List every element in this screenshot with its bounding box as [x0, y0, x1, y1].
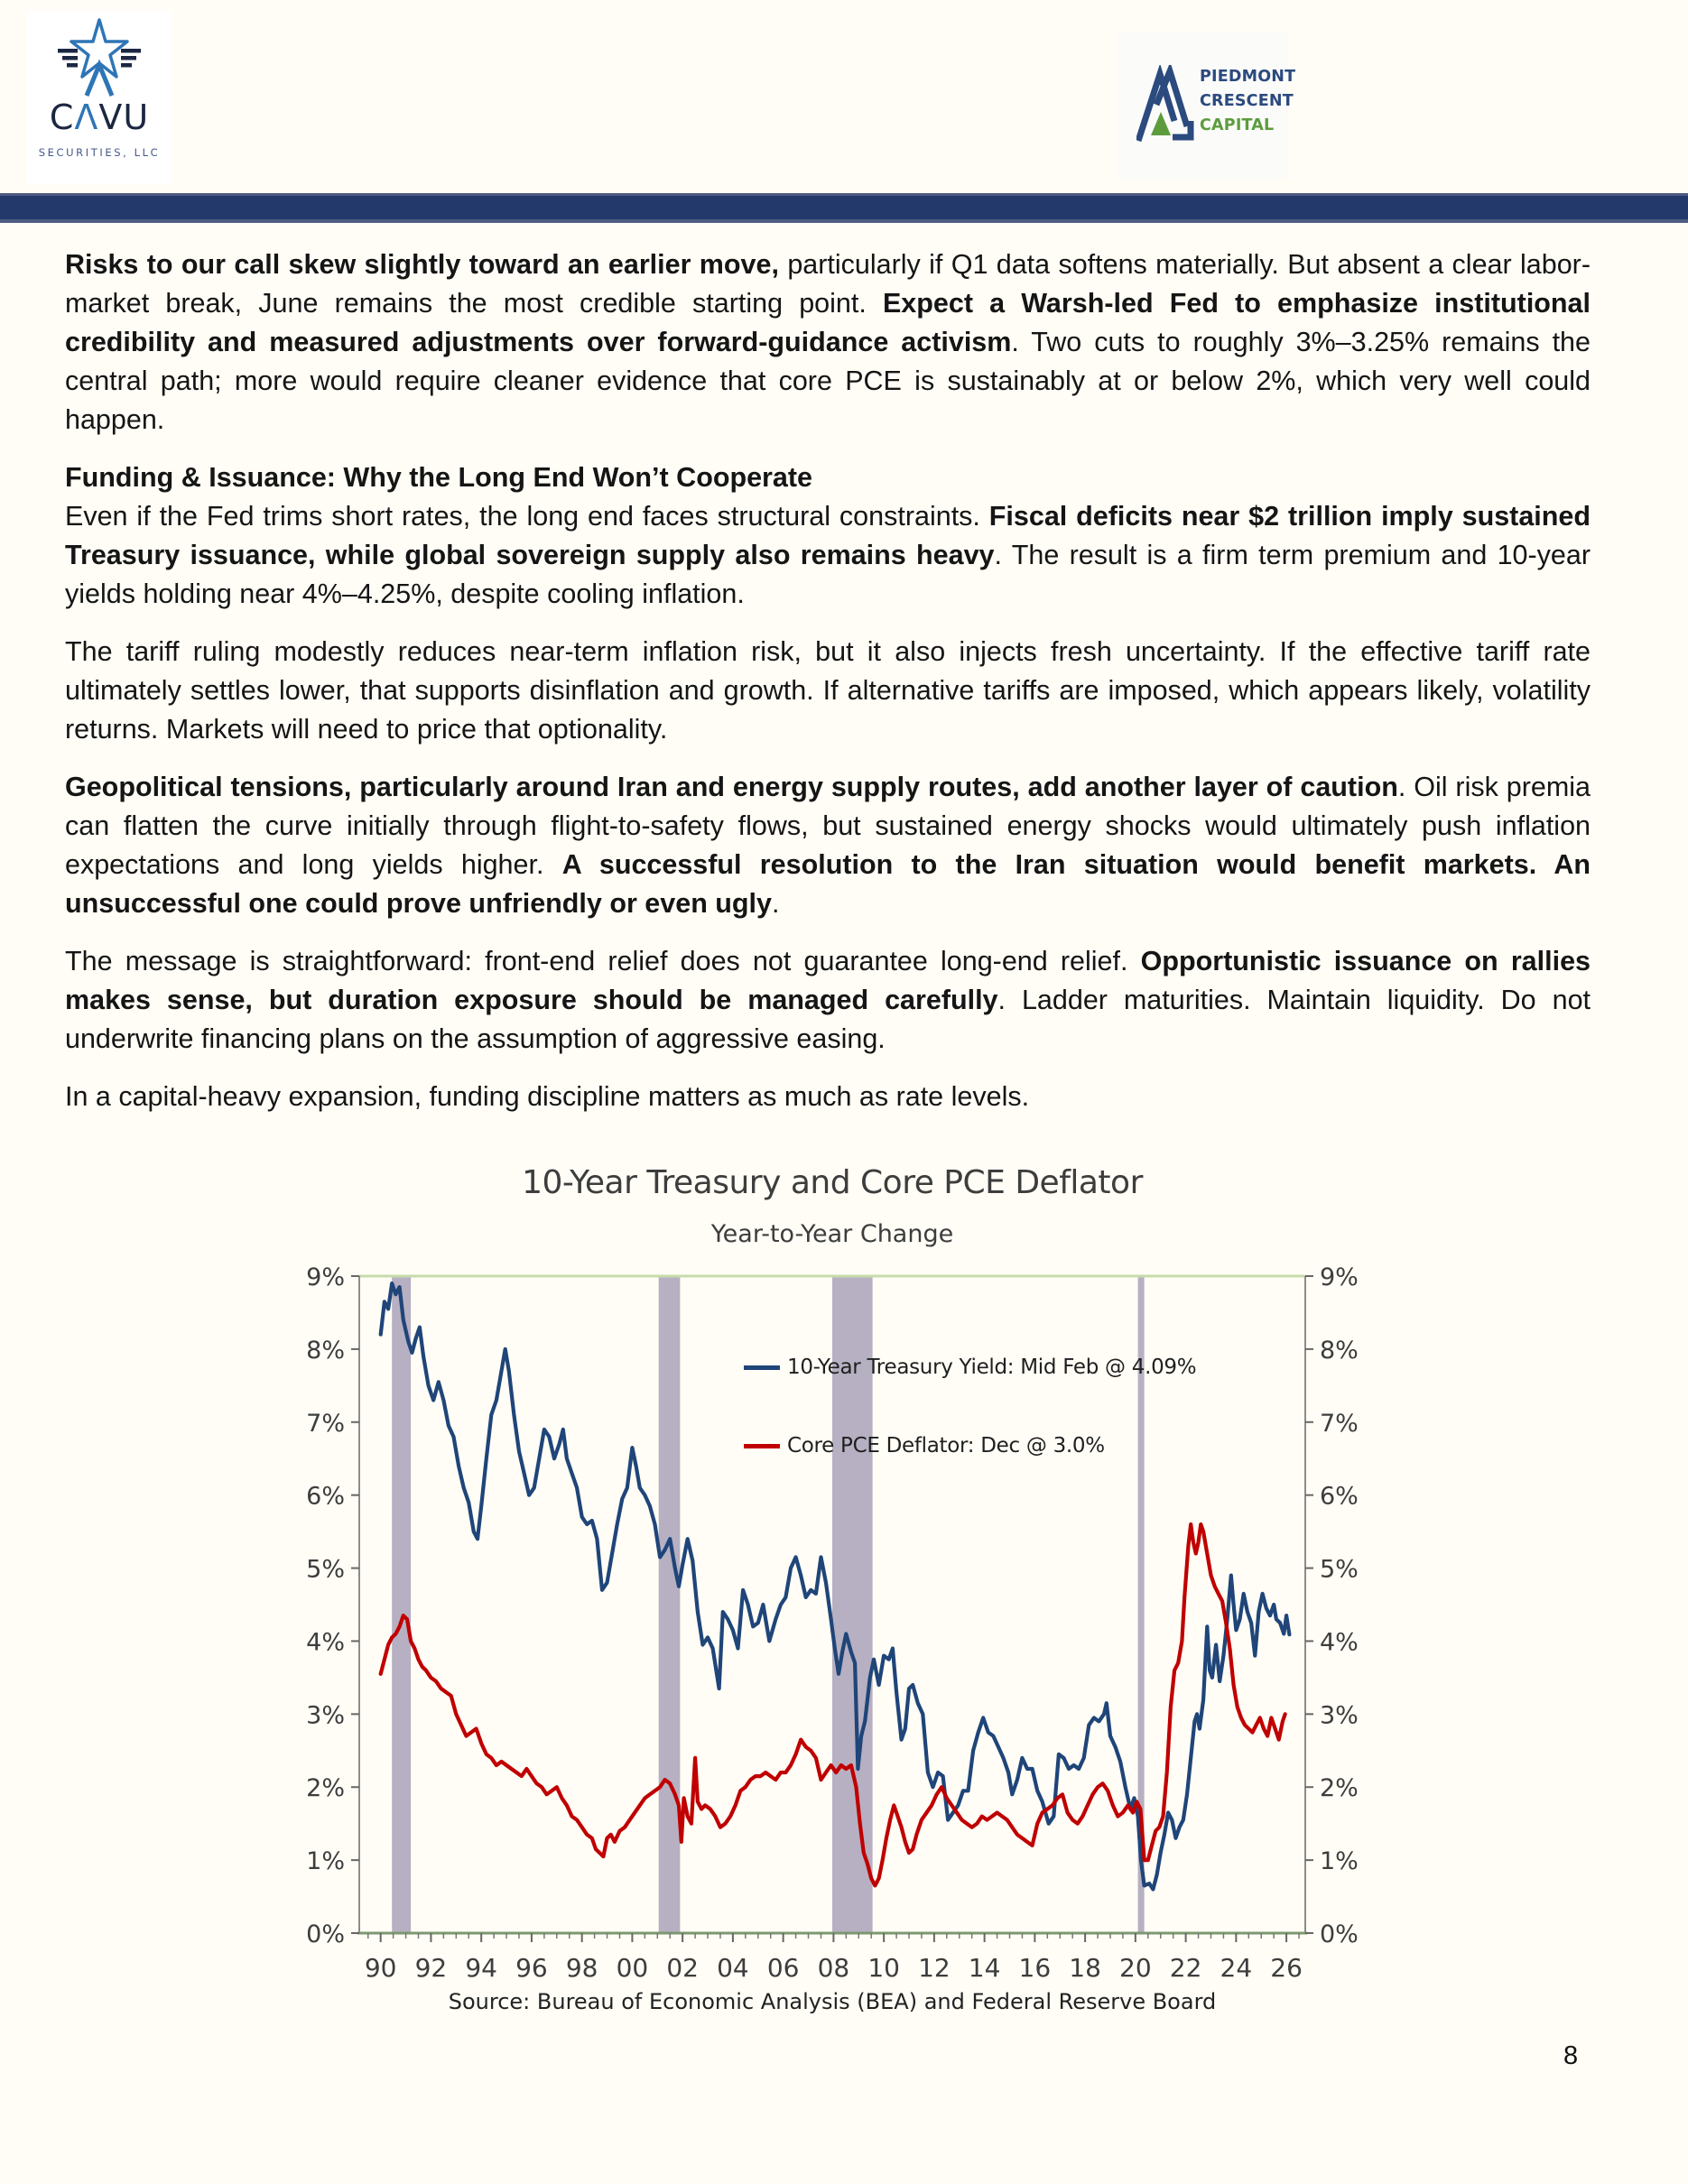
- y-axis-tick-label-right: 7%: [1320, 1409, 1359, 1438]
- star-wings-icon: [52, 18, 146, 97]
- x-axis-tick-label: 12: [918, 1953, 951, 1983]
- y-axis-tick-label-right: 1%: [1320, 1847, 1359, 1876]
- y-axis-tick-label-left: 4%: [306, 1628, 345, 1657]
- cavu-subtitle: SECURITIES, LLC: [38, 146, 161, 159]
- y-axis-tick-label-right: 4%: [1320, 1628, 1359, 1657]
- x-axis-tick-label: 10: [867, 1953, 900, 1983]
- x-axis-tick-label: 04: [717, 1953, 749, 1983]
- legend-label: 10-Year Treasury Yield: Mid Feb @ 4.09%: [787, 1356, 1197, 1379]
- piedmont-crescent-capital-logo: [1117, 32, 1296, 179]
- cavu-wordmark: CΛVU: [49, 97, 150, 137]
- body-text: [65, 245, 1591, 1135]
- chart-title: 10-Year Treasury and Core PCE Deflator: [522, 1164, 1143, 1201]
- paragraph: The tariff ruling modestly reduces near-term inflation risk, but it also injects fresh uncertainty. If the effective tariff rate ultimately settles lower, that supports disinflation and growth. If alternative tariffs are imposed, which appears likely, volatility returns. Markets will need to price that optionality.: [65, 636, 1591, 745]
- y-axis-tick-label-right: 5%: [1320, 1555, 1359, 1584]
- x-axis-tick-label: 98: [565, 1953, 598, 1983]
- x-axis-tick-label: 94: [465, 1953, 498, 1983]
- x-axis-tick-label: 26: [1270, 1953, 1303, 1983]
- x-axis-tick-label: 24: [1220, 1953, 1253, 1983]
- x-axis-tick-label: 18: [1069, 1953, 1101, 1983]
- chart-legend: [744, 1354, 1196, 1511]
- y-axis-tick-label-left: 9%: [306, 1263, 345, 1291]
- y-axis-tick-label-left: 7%: [306, 1409, 345, 1438]
- paragraph: In a capital-heavy expansion, funding discipline matters as much as rate levels.: [65, 1081, 1030, 1112]
- y-axis-tick-label-left: 3%: [306, 1701, 345, 1730]
- paragraph: The message is straightforward: front-end relief does not guarantee long-end relief. Opportunistic issuance on rallies makes sense, but duration exposure should be managed carefully. Ladder maturities. Maintain liquidity. Do not underwrite financing plans on the assumption of aggressive easing.: [65, 946, 1591, 1054]
- recession-band: [392, 1276, 411, 1933]
- paragraph: Even if the Fed trims short rates, the long end faces structural constraints. Fiscal deficits near $2 trillion imply sustained Treasury issuance, while global sovereign supply also remains heavy. The result is a firm term premium and 10-year yields holding near 4%–4.25%, despite cooling inflation.: [65, 501, 1591, 609]
- x-axis-tick-label: 16: [1018, 1953, 1052, 1983]
- y-axis-tick-label-right: 6%: [1320, 1482, 1359, 1511]
- legend-dash-icon: [744, 1365, 780, 1370]
- y-axis-tick-label-left: 8%: [306, 1336, 345, 1365]
- x-axis-tick-label: 14: [968, 1953, 1001, 1983]
- x-axis-tick-label: 96: [515, 1953, 548, 1983]
- page-number: 8: [1563, 2041, 1579, 2070]
- y-axis-tick-label-left: 6%: [306, 1482, 345, 1511]
- y-axis-tick-label-right: 3%: [1320, 1701, 1359, 1730]
- paragraph: Risks to our call skew slightly toward an earlier move, particularly if Q1 data softens materially. But absent a clear labor-market break, June remains the most credible starting point. Expect a Warsh-led Fed to emphasize institutional credibility and measured adjustments over forward-guidance activism. Two cuts to roughly 3%–3.25% remains the central path; more would require cleaner evidence that core PCE is sustainably at or below 2%, which very well could happen.: [65, 249, 1591, 435]
- chart-subtitle: Year-to-Year Change: [710, 1220, 954, 1248]
- cavu-securities-logo: [27, 11, 172, 184]
- header-divider-band: [0, 193, 1688, 223]
- y-axis-tick-label-left: 5%: [306, 1555, 345, 1584]
- legend-dash-icon: [744, 1444, 780, 1448]
- piedmont-wordmark: PIEDMONT CRESCENT CAPITAL: [1200, 68, 1296, 134]
- x-axis-tick-label: 02: [666, 1953, 699, 1983]
- section-heading: Funding & Issuance: Why the Long End Won’t Cooperate: [65, 462, 812, 493]
- treasury-pce-chart: [271, 1139, 1417, 2154]
- caret-a-glyph: Λ: [74, 97, 99, 137]
- y-axis-tick-label-right: 0%: [1320, 1920, 1359, 1948]
- paragraph: Geopolitical tensions, particularly around Iran and energy supply routes, add another layer of caution. Oil risk premia can flatten the curve initially through flight-to-safety flows, but sustained energy shocks would ultimately push inflation expectations and long yields higher. A successful resolution to the Iran situation would benefit markets. An unsuccessful one could prove unfriendly or even ugly.: [65, 772, 1591, 919]
- x-axis-tick-label: 20: [1119, 1953, 1152, 1983]
- x-axis-tick-label: 06: [766, 1953, 800, 1983]
- y-axis-tick-label-left: 0%: [306, 1920, 345, 1948]
- x-axis-tick-label: 00: [616, 1953, 649, 1983]
- recession-band: [659, 1276, 681, 1933]
- chart-source-note: Source: Bureau of Economic Analysis (BEA) and Federal Reserve Board: [448, 1989, 1217, 2014]
- legend-item: [744, 1432, 1196, 1459]
- y-axis-tick-label-right: 2%: [1320, 1774, 1359, 1803]
- legend-item: [744, 1354, 1196, 1381]
- mountain-icon: [1136, 65, 1194, 144]
- legend-label: Core PCE Deflator: Dec @ 3.0%: [787, 1434, 1105, 1458]
- y-axis-tick-label-left: 2%: [306, 1774, 345, 1803]
- y-axis-tick-label-right: 8%: [1320, 1336, 1359, 1365]
- x-axis-tick-label: 92: [414, 1953, 448, 1983]
- y-axis-tick-label-left: 1%: [306, 1847, 345, 1876]
- x-axis-tick-label: 90: [364, 1953, 397, 1983]
- x-axis-tick-label: 08: [817, 1953, 850, 1983]
- x-axis-tick-label: 22: [1169, 1953, 1202, 1983]
- y-axis-tick-label-right: 9%: [1320, 1263, 1359, 1291]
